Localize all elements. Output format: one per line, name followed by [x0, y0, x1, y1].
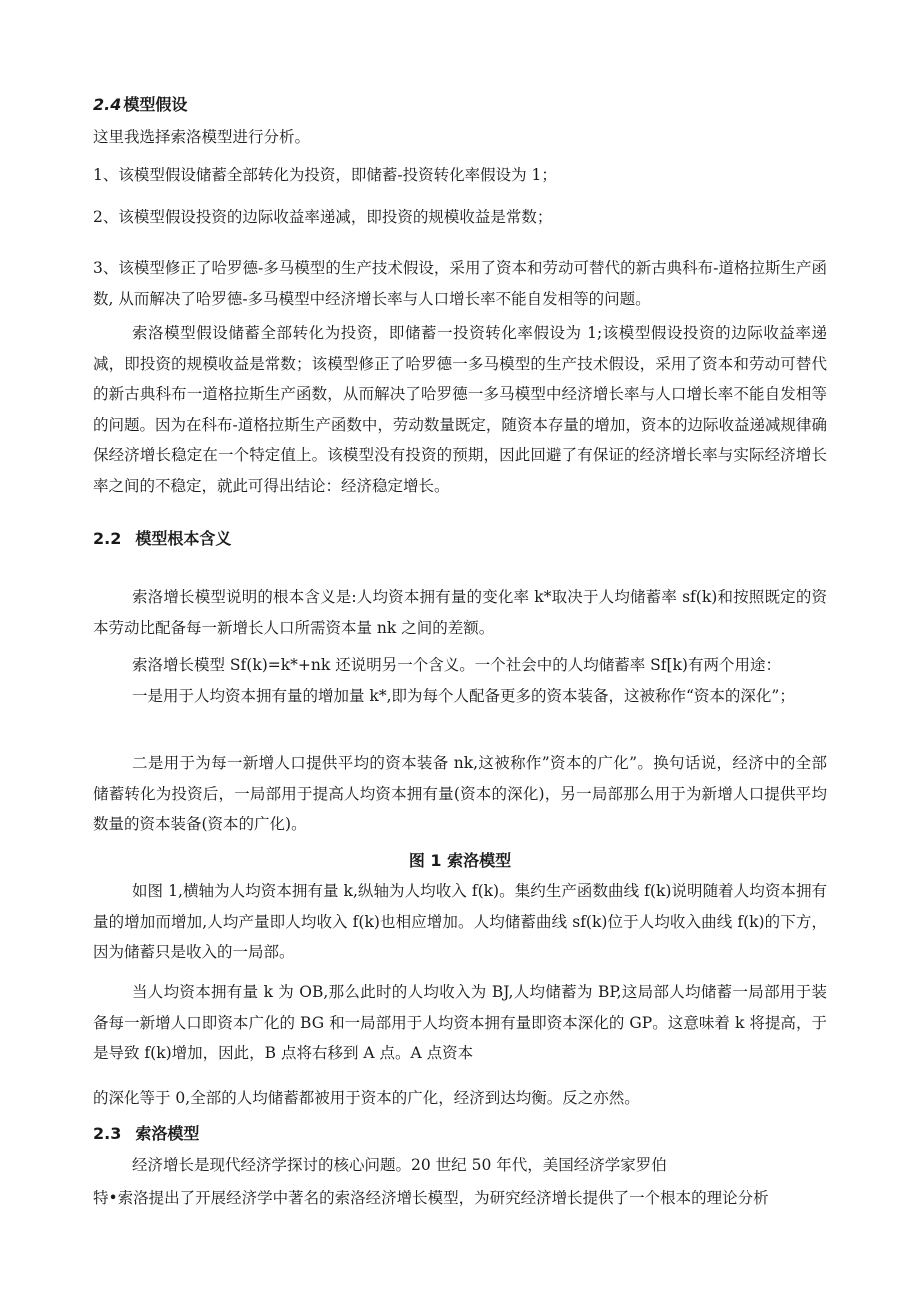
paragraph-figure-explanation: 如图 1,横轴为人均资本拥有量 k,纵轴为人均收入 f(k)。集约生产函数曲线 f(k)说明随着人均资本拥有量的增加而增加,人均产量即人均收入 f(k)也相应增加。人均储蓄曲线 sf(k)位于人均收入曲线 f(k)的下方，因为储蓄只是收入的一局部。: [93, 882, 827, 961]
paragraph-assumption-2: 2、该模型假设投资的边际收益率递减，即投资的规模收益是常数；: [93, 208, 553, 226]
section-title: 模型根本含义: [135, 529, 232, 548]
section-heading-2-2: [93, 524, 827, 555]
paragraph-intro: 这里我选择索洛模型进行分析。: [93, 128, 311, 146]
paragraph-capital-deepening: 一是用于人均资本拥有量的增加量 k*,即为每个人配备更多的资本装备，这被称作“资本的深化”；: [132, 687, 795, 705]
paragraph-solow-model: 特•索洛提出了开展经济学中著名的索洛经济增长模型，为研究经济增长提供了一个根本的理论分析: [93, 1189, 769, 1207]
section-heading-2-3: [93, 1119, 827, 1150]
paragraph-another-meaning: 索洛增长模型 Sf(k)=k*+nk 还说明另一个含义。一个社会中的人均储蓄率 Sf[k)有两个用途：: [132, 656, 781, 674]
paragraph-assumption-3: 3、该模型修正了哈罗德-多马模型的生产技术假设，采用了资本和劳动可替代的新古典科布-道格拉斯生产函数, 从而解决了哈罗德-多马模型中经济增长率与人口增长率不能自发相等的问题。: [93, 259, 827, 308]
paragraph-equilibrium-cont: 的深化等于 0,全部的人均储蓄都被用于资本的广化，经济到达均衡。反之亦然。: [93, 1089, 640, 1107]
section-title: 索洛模型: [135, 1124, 200, 1143]
section-title: 模型假设: [123, 95, 188, 114]
section-heading-2-4: [93, 90, 827, 121]
section-number: 2.3: [93, 1124, 122, 1143]
section-number: 2.2: [93, 529, 122, 548]
paragraph-solow-assumptions: 索洛模型假设储蓄全部转化为投资，即储蓄一投资转化率假设为 1;该模型假设投资的边际收益率递减，即投资的规模收益是常数；该模型修正了哈罗德一多马模型的生产技术假设，采用了资本和劳动可替代的新古典科布一道格拉斯生产函数，从而解决了哈罗德一多马模型中经济增长率与人口增长率不能自发相等的问题。因为在科布-道格拉斯生产函数中，劳动数量既定，随资本存量的增加，资本的边际收益递减规律确保经济增长稳定在一个特定值上。该模型没有投资的预期，因此回避了有保证的经济增长率与实际经济增长率之间的不稳定，就此可得出结论：经济稳定增长。: [93, 324, 827, 495]
paragraph-equilibrium: 当人均资本拥有量 k 为 OB,那么此时的人均收入为 BJ,人均储蓄为 BP,这局部人均储蓄一局部用于装备每一新增人口即资本广化的 BG 和一局部用于人均资本拥有量即资本深化的 GP。这意味着 k 将提高，于是导致 f(k)增加，因此，B 点将右移到 A 点。A 点资本: [93, 983, 827, 1062]
paragraph-assumption-1: 1、该模型假设储蓄全部转化为投资，即储蓄-投资转化率假设为 1；: [93, 166, 557, 184]
paragraph-basic-meaning: 索洛增长模型说明的根本含义是:人均资本拥有量的变化率 k*取决于人均储蓄率 sf(k)和按照既定的资本劳动比配备每一新增长人口所需资本量 nk 之间的差额。: [93, 588, 827, 637]
paragraph-growth-intro: 经济增长是现代经济学探讨的核心问题。20 世纪 50 年代，美国经济学家罗伯: [132, 1156, 667, 1174]
section-number: 2.4: [93, 95, 122, 114]
figure-title: 图 1 索洛模型: [408, 851, 512, 870]
paragraph-capital-widening: 二是用于为每一新增人口提供平均的资本装备 nk,这被称作”资本的广化”。换句话说，经济中的全部储蓄转化为投资后，一局部用于提高人均资本拥有量(资本的深化)，另一局部那么用于为新增人口提供平均数量的资本装备(资本的广化)。: [93, 754, 827, 833]
